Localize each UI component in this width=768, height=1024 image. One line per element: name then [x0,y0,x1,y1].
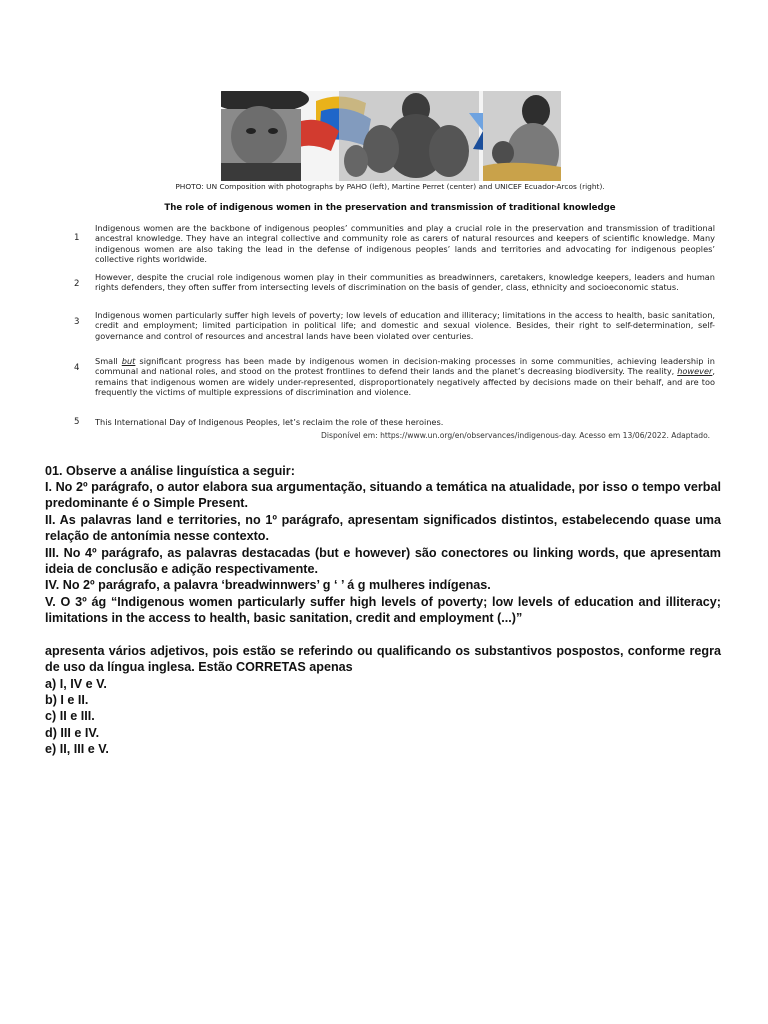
option-d[interactable]: d) III e IV. [45,726,100,740]
paragraph-number: 3 [74,317,80,327]
paragraph-4-text: , remains that indigenous women are widely under-represented, disproportionately negatively affected by decisions made on their behalf, and are too frequently the victims of multiple expressions of discrimination and violence. [95,366,715,398]
paragraph-5: This International Day of Indigenous Peoples, let’s reclaim the role of these heroines. [95,417,444,427]
highlighted-word-however: however [677,366,713,377]
article-title: The role of indigenous women in the preservation and transmission of traditional knowledge [164,203,616,213]
paragraph-number: 5 [74,417,80,427]
statement-2: II. As palavras land e territories, no 1º parágrafo, apresentam significados distintos, estabelecendo quase uma relação de antonímia nesse contexto. [45,513,721,544]
statement-1: I. No 2º parágrafo, o autor elabora sua argumentação, situando a temática na atualidade, por isso o tempo verbal predominante é o Simple Present. [45,480,721,511]
highlighted-word-but: but [121,356,136,366]
statement-3: III. No 4º parágrafo, as palavras destacadas (but e however) são conectores ou linking words, que apresentam ideia de conclusão e adição respectivamente. [45,546,721,577]
paragraph-4 [95,356,715,398]
option-b[interactable]: b) I e II. [45,693,89,707]
paragraph-4-text: significant progress has been made by indigenous women in decision-making processes in some communities, achieving leadership in communal and national roles, and stood on the protest frontlines to defend their lands and the planet’s decreasing biodiversity. The reality, [95,356,715,377]
option-a[interactable]: a) I, IV e V. [45,677,107,691]
statement-5: V. O 3º ág “Indigenous women particularly suffer high levels of poverty; low levels of education and illiteracy; limitations in the access to health, basic sanitation, credit and employment (...)” [45,595,721,626]
paragraph-2: However, despite the crucial role indigenous women play in their communities as breadwinners, caretakers, knowledge keepers, leaders and human rights defenders, they often suffer from intersecting levels of discrimination on the basis of gender, class, ethnicity and socioeconomic status. [95,272,715,293]
paragraph-1: Indigenous women are the backbone of indigenous peoples’ communities and play a crucial role in the preservation and transmission of traditional ancestral knowledge. They have an integral collective and community role as carers of natural resources and keepers of scientific knowledge. Many indigenous women are also taking the lead in the defense of indigenous peoples’ lands and territories and advocating for indigenous peoples’ collective rights worldwide. [95,223,715,265]
paragraph-number: 4 [74,363,80,373]
photo-caption: PHOTO: UN Composition with photographs by PAHO (left), Martine Perret (center) and UNICEF Ecuador-Arcos (right). [175,182,605,191]
paragraph-3: Indigenous women particularly suffer high levels of poverty; low levels of education and illiteracy; limitations in the access to health, basic sanitation, credit and employment; limited participation in political life; and domestic and sexual violence. Besides, their right to self-determination, self-governance and control of resources and ancestral lands have been violated over centuries. [95,310,715,341]
paragraph-number: 2 [74,279,80,289]
article-photo [221,91,561,181]
question-continuation: apresenta vários adjetivos, pois estão se referindo ou qualificando os substantivos pospostos, conforme regra de uso da língua inglesa. Estão CORRETAS apenas [45,644,721,675]
article-source: Disponível em: https://www.un.org/en/observances/indigenous-day. Acesso em 13/06/2022. Adaptado. [321,431,710,440]
paragraph-4-text: Small [95,356,122,366]
statement-4: IV. No 2º parágrafo, a palavra ‘breadwinnwers’ g ‘ ’ á g mulheres indígenas. [45,578,491,592]
photo-collage-icon [221,91,561,181]
option-e[interactable]: e) II, III e V. [45,742,109,756]
paragraph-number: 1 [74,233,80,243]
option-c[interactable]: c) II e III. [45,709,95,723]
question-header: 01. Observe a análise linguística a seguir: [45,464,295,478]
